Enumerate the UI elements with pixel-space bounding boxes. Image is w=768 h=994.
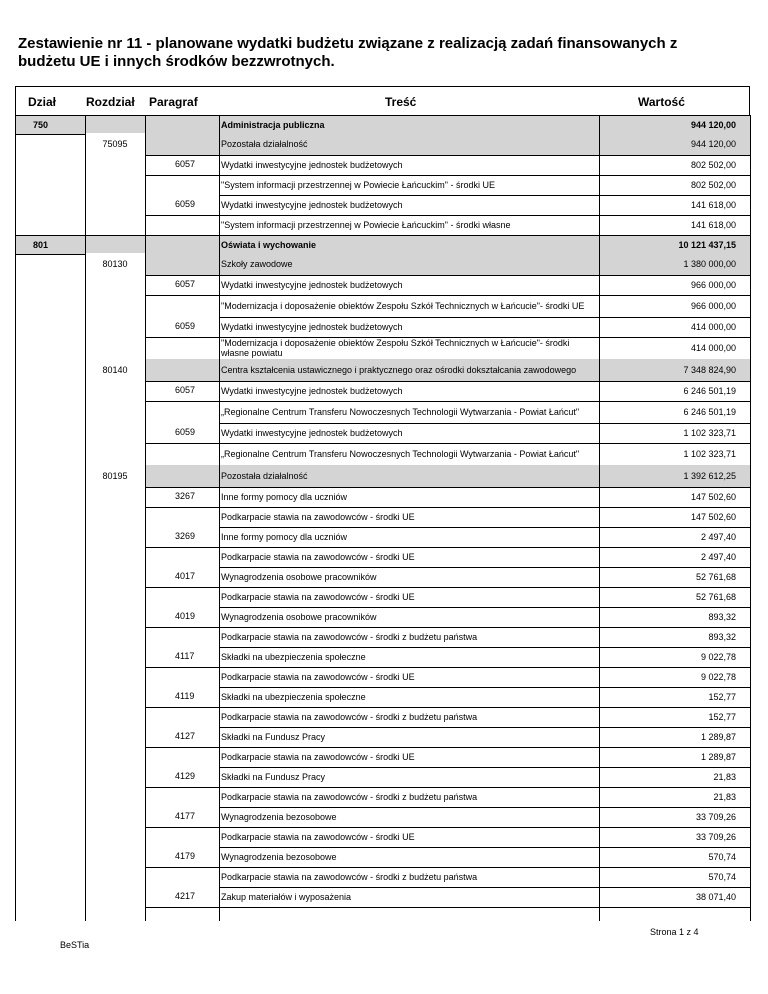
footer-software: BeSTia (60, 940, 90, 950)
table-row-par (15, 317, 750, 337)
paragraf-code: 6059 (175, 199, 196, 209)
table-row-par (15, 381, 750, 401)
row-value: 52 761,68 (695, 592, 736, 602)
row-text: Wynagrodzenia osobowe pracowników (221, 572, 377, 582)
row-text: Składki na Fundusz Pracy (221, 772, 326, 782)
row-value: 152,77 (708, 712, 736, 722)
column-divider (145, 115, 146, 921)
table-row-sub (15, 401, 750, 423)
row-value: 1 289,87 (700, 752, 736, 762)
paragraf-code: 6057 (175, 159, 196, 169)
row-text: Podkarpacie stawia na zawodowców - środki UE (221, 832, 415, 842)
row-text: Podkarpacie stawia na zawodowców - środki z budżetu państwa (221, 792, 478, 802)
table-row-rozdzial (15, 133, 750, 155)
table-row-sub (15, 667, 750, 687)
column-divider (599, 115, 600, 921)
table-row-sub (15, 443, 750, 465)
table-row-par (15, 807, 750, 827)
table-row-rozdzial (15, 465, 750, 487)
row-value: 2 497,40 (700, 532, 736, 542)
row-value: 893,32 (708, 632, 736, 642)
header-paragraf: Paragraf (149, 95, 198, 109)
row-value: 147 502,60 (690, 492, 736, 502)
dzial-code: 750 (33, 120, 49, 130)
row-text: Szkoły zawodowe (219, 253, 599, 275)
paragraf-code: 4119 (175, 691, 195, 701)
row-text: Administracja publiczna (221, 120, 325, 130)
row-text: Wydatki inwestycyjne jednostek budżetowych (221, 280, 403, 290)
row-text: „Regionalne Centrum Transferu Nowoczesnych Technologii Wytwarzania - Powiat Łańcut" (221, 407, 580, 417)
paragraf-code: 4217 (175, 891, 196, 901)
table-row-sub (15, 587, 750, 607)
row-text: Podkarpacie stawia na zawodowców - środki UE (221, 552, 415, 562)
row-value: 6 246 501,19 (683, 407, 736, 417)
row-value: 570,74 (708, 872, 736, 882)
row-value: 141 618,00 (690, 220, 736, 230)
footer-page-number: Strona 1 z 4 (650, 927, 699, 937)
row-text: "System informacji przestrzennej w Powiecie Łańcuckim" - środki własne (221, 220, 511, 230)
paragraf-code: 6059 (175, 427, 196, 437)
column-divider (15, 115, 16, 921)
table-row-sub (15, 787, 750, 807)
paragraf-code: 4179 (175, 851, 196, 861)
table-row-par (15, 847, 750, 867)
paragraf-code: 4177 (175, 811, 196, 821)
table-row-rozdzial (15, 359, 750, 381)
table-header (15, 86, 750, 116)
table-row-sub (15, 215, 750, 235)
paragraf-code: 4127 (175, 731, 196, 741)
column-divider (85, 115, 86, 921)
row-text: Składki na ubezpieczenia społeczne (221, 692, 366, 702)
row-text: „Regionalne Centrum Transferu Nowoczesnych Technologii Wytwarzania - Powiat Łańcut" (221, 449, 580, 459)
row-value: 10 121 437,15 (678, 240, 736, 250)
rozdzial-code: 75095 (85, 133, 145, 155)
row-text: Wydatki inwestycyjne jednostek budżetowych (221, 200, 403, 210)
table-row-par (15, 487, 750, 507)
row-value: 944 120,00 (690, 120, 736, 130)
row-value: 802 502,00 (690, 160, 736, 170)
row-value: 2 497,40 (700, 552, 736, 562)
header-rozdzial: Rozdział (86, 95, 135, 109)
table-row-sub (15, 867, 750, 887)
row-value: 966 000,00 (690, 280, 736, 290)
row-value: 944 120,00 (599, 133, 750, 155)
row-value: 893,32 (708, 612, 736, 622)
table-row-par (15, 887, 750, 907)
row-text: Składki na ubezpieczenia społeczne (221, 652, 366, 662)
paragraf-code: 4129 (175, 771, 196, 781)
row-value: 802 502,00 (690, 180, 736, 190)
paragraf-code: 6059 (175, 321, 196, 331)
row-divider (145, 907, 750, 908)
table-row-par (15, 567, 750, 587)
row-value: 141 618,00 (690, 200, 736, 210)
row-value: 33 709,26 (695, 812, 736, 822)
row-text: Centra kształcenia ustawicznego i praktycznego oraz ośrodki dokształcania zawodowego (219, 359, 599, 381)
table-row-rozdzial (15, 253, 750, 275)
row-value: 1 102 323,71 (683, 449, 736, 459)
table-row-sub (15, 295, 750, 317)
table-row-par (15, 275, 750, 295)
row-value: 52 761,68 (695, 572, 736, 582)
page-title: Zestawienie nr 11 - planowane wydatki budżetu związane z realizacją zadań finansowanych z budżetu UE i innych środków bezzwrotnych. (18, 35, 678, 70)
row-text: Wydatki inwestycyjne jednostek budżetowych (221, 428, 403, 438)
row-text: Podkarpacie stawia na zawodowców - środki UE (221, 592, 415, 602)
row-text: Podkarpacie stawia na zawodowców - środki UE (221, 672, 415, 682)
row-text: Wynagrodzenia bezosobowe (221, 852, 337, 862)
row-text: Inne formy pomocy dla uczniów (221, 492, 348, 502)
table-row-sub (15, 337, 750, 359)
table-row-dzial (15, 115, 750, 135)
row-text: Wydatki inwestycyjne jednostek budżetowych (221, 322, 403, 332)
row-text: Podkarpacie stawia na zawodowców - środki z budżetu państwa (221, 872, 478, 882)
table-row-par (15, 647, 750, 667)
paragraf-code: 6057 (175, 385, 196, 395)
row-value: 152,77 (708, 692, 736, 702)
table-row-sub (15, 175, 750, 195)
table-row-sub (15, 747, 750, 767)
table-row-par (15, 195, 750, 215)
row-text: Zakup materiałów i wyposażenia (221, 892, 352, 902)
row-text: Inne formy pomocy dla uczniów (221, 532, 348, 542)
rozdzial-code: 80195 (85, 465, 145, 487)
row-text: Podkarpacie stawia na zawodowców - środki z budżetu państwa (221, 712, 478, 722)
rozdzial-code: 80130 (85, 253, 145, 275)
column-divider (750, 115, 751, 921)
row-text: Pozostała działalność (219, 465, 599, 487)
table-row-sub (15, 707, 750, 727)
row-value: 9 022,78 (700, 672, 736, 682)
header-wartosc: Wartość (638, 95, 685, 109)
row-text: Oświata i wychowanie (221, 240, 317, 250)
row-value: 570,74 (708, 852, 736, 862)
row-text: Podkarpacie stawia na zawodowców - środki z budżetu państwa (221, 632, 478, 642)
table-row-sub (15, 627, 750, 647)
row-value: 414 000,00 (690, 322, 736, 332)
paragraf-code: 4117 (175, 651, 195, 661)
table-row-par (15, 767, 750, 787)
row-text: Wydatki inwestycyjne jednostek budżetowych (221, 160, 403, 170)
paragraf-code: 4017 (175, 571, 196, 581)
row-text: "Modernizacja i doposażenie obiektów Zespołu Szkół Technicznych w Łańcucie"- środki własne powiatu (221, 338, 570, 358)
row-value: 966 000,00 (690, 301, 736, 311)
table-row-par (15, 527, 750, 547)
row-value: 38 071,40 (695, 892, 736, 902)
row-value: 7 348 824,90 (599, 359, 750, 381)
row-text: Podkarpacie stawia na zawodowców - środki UE (221, 752, 415, 762)
row-value: 1 380 000,00 (599, 253, 750, 275)
paragraf-code: 3269 (175, 531, 196, 541)
row-value: 33 709,26 (695, 832, 736, 842)
row-value: 21,83 (713, 792, 736, 802)
row-text: Podkarpacie stawia na zawodowców - środki UE (221, 512, 415, 522)
table-row-par (15, 687, 750, 707)
paragraf-code: 3267 (175, 491, 196, 501)
rozdzial-code: 80140 (85, 359, 145, 381)
paragraf-code: 4019 (175, 611, 196, 621)
row-value: 1 102 323,71 (683, 428, 736, 438)
header-tresc: Treść (385, 95, 417, 109)
row-text: Wynagrodzenia bezosobowe (221, 812, 337, 822)
row-value: 414 000,00 (690, 343, 736, 353)
row-text: Pozostała działalność (219, 133, 599, 155)
table-row-sub (15, 507, 750, 527)
row-value: 1 289,87 (700, 732, 736, 742)
table-row-par (15, 155, 750, 175)
row-text: Wydatki inwestycyjne jednostek budżetowych (221, 386, 403, 396)
table-row-par (15, 727, 750, 747)
table-row-sub (15, 827, 750, 847)
table-row-sub (15, 547, 750, 567)
header-dzial: Dział (28, 95, 57, 109)
row-value: 21,83 (713, 772, 736, 782)
row-text: Wynagrodzenia osobowe pracowników (221, 612, 377, 622)
row-text: "System informacji przestrzennej w Powiecie Łańcuckim" - środki UE (221, 180, 495, 190)
table-row-par (15, 607, 750, 627)
column-divider (219, 115, 220, 921)
paragraf-code: 6057 (175, 279, 196, 289)
row-value: 147 502,60 (690, 512, 736, 522)
row-value: 1 392 612,25 (599, 465, 750, 487)
table-row-dzial (15, 235, 750, 255)
table-row-par (15, 423, 750, 443)
row-text: Składki na Fundusz Pracy (221, 732, 326, 742)
dzial-code: 801 (33, 240, 49, 250)
row-value: 9 022,78 (700, 652, 736, 662)
row-text: "Modernizacja i doposażenie obiektów Zespołu Szkół Technicznych w Łańcucie"- środki UE (221, 301, 585, 311)
row-value: 6 246 501,19 (683, 386, 736, 396)
